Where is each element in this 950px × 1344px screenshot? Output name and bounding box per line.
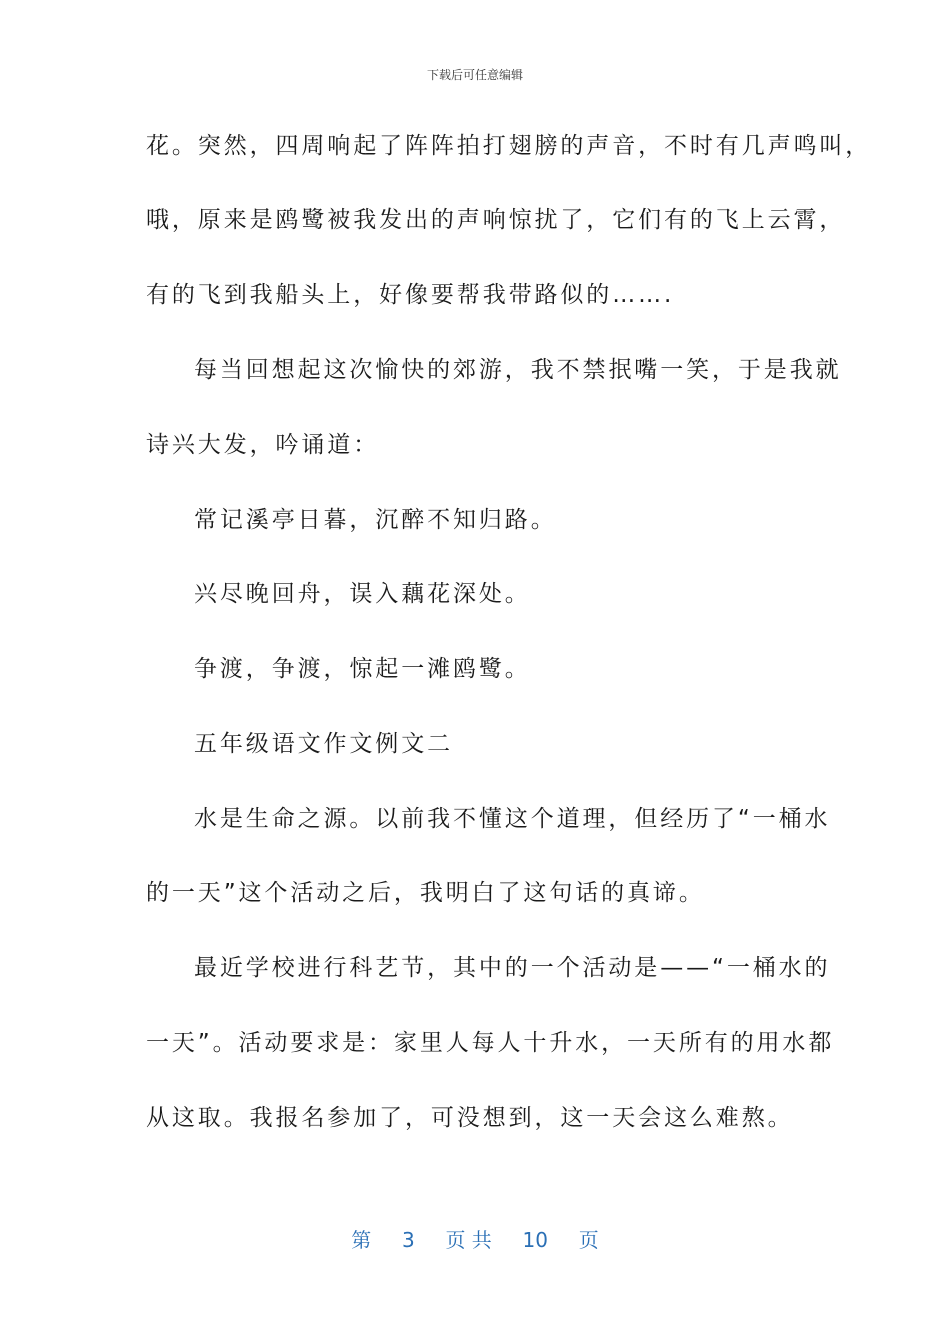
text-line: 有的飞到我船头上，好像要帮我带路似的……. bbox=[146, 282, 675, 308]
page-footer bbox=[0, 1224, 950, 1253]
poem-line: 争渡，争渡，惊起一滩鸥鹭。 bbox=[194, 656, 531, 682]
poem-line: 常记溪亭日暮，沉醉不知归路。 bbox=[194, 507, 557, 533]
footer-prefix: 第 bbox=[351, 1228, 372, 1252]
text-line: 一天”。活动要求是：家里人每人十升水，一天所有的用水都 bbox=[146, 1030, 835, 1056]
header-note: 下载后可任意编辑 bbox=[426, 68, 523, 82]
total-pages-number: 10 bbox=[522, 1228, 548, 1252]
footer-middle: 页 共 bbox=[445, 1228, 492, 1252]
text-line: 的一天”这个活动之后，我明白了这句话的真谛。 bbox=[146, 880, 705, 906]
poem-line: 兴尽晚回舟，误入藕花深处。 bbox=[194, 581, 531, 607]
text-line: 每当回想起这次愉快的郊游，我不禁抿嘴一笑，于是我就 bbox=[194, 357, 842, 383]
text-line: 从这取。我报名参加了，可没想到，这一天会这么难熬。 bbox=[146, 1105, 794, 1131]
text-line: 哦，原来是鸥鹭被我发出的声响惊扰了，它们有的飞上云霄， bbox=[146, 207, 846, 233]
text-line: 最近学校进行科艺节，其中的一个活动是——“一桶水的 bbox=[194, 955, 831, 981]
text-line: 水是生命之源。以前我不懂这个道理，但经历了“一桶水 bbox=[194, 806, 831, 832]
current-page-number: 3 bbox=[402, 1228, 415, 1252]
footer-suffix: 页 bbox=[578, 1228, 599, 1252]
text-line: 花。突然，四周响起了阵阵拍打翅膀的声音，不时有几声鸣叫， bbox=[146, 133, 872, 159]
text-line: 诗兴大发，吟诵道： bbox=[146, 432, 380, 458]
section-heading: 五年级语文作文例文二 bbox=[194, 731, 453, 757]
